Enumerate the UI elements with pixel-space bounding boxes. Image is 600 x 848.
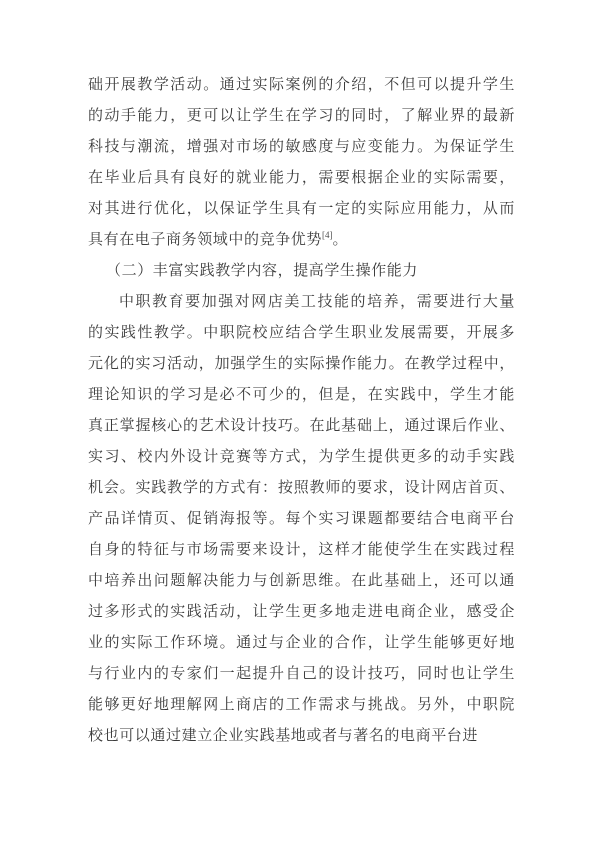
text-line: 中培养出问题解决能力与创新思维。在此基础上，还可以通 <box>88 573 515 589</box>
text-block <box>88 70 515 752</box>
citation-superscript: [4] <box>322 230 333 240</box>
text-line: 过多形式的实践活动，让学生更多地走进电商企业，感受企 <box>88 604 515 620</box>
text-line: 产品详情页、促销海报等。每个实习课题都要结合电商平台 <box>88 511 515 527</box>
text-line: 对其进行优化，以保证学生具有一定的实际应用能力，从而 <box>88 201 515 217</box>
text-line: 中职教育要加强对网店美工技能的培养，需要进行大量 <box>119 294 515 310</box>
text-line: 在毕业后具有良好的就业能力，需要根据企业的实际需要， <box>88 170 515 186</box>
text-line: 与行业内的专家们一起提升自己的设计技巧，同时也让学生 <box>88 666 515 682</box>
text-line: 础开展教学活动。通过实际案例的介绍，不但可以提升学生 <box>88 77 515 93</box>
text-line-segment: 具有在电子商务领域中的竞争优势 <box>88 232 323 248</box>
text-line: 元化的实习活动，加强学生的实际操作能力。在教学过程中， <box>88 356 515 372</box>
text-line: 能够更好地理解网上商店的工作需求与挑战。另外，中职院 <box>88 697 515 713</box>
text-line: 校也可以通过建立企业实践基地或者与著名的电商平台进 <box>88 728 479 744</box>
text-line: 的实践性教学。中职院校应结合学生职业发展需要，开展多 <box>88 325 515 341</box>
text-line-segment: 。 <box>332 232 349 248</box>
text-line: 机会。实践教学的方式有：按照教师的要求，设计网店首页、 <box>88 480 515 496</box>
text-line: 实习、校内外设计竞赛等方式，为学生提供更多的动手实践 <box>88 449 515 465</box>
text-line <box>88 225 515 256</box>
text-line: 科技与潮流，增强对市场的敏感度与应变能力。为保证学生 <box>88 139 515 155</box>
text-line: 理论知识的学习是必不可少的，但是，在实践中，学生才能 <box>88 387 515 403</box>
section-heading: （二）丰富实践教学内容，提高学生操作能力 <box>106 263 419 279</box>
text-line: 自身的特征与市场需要来设计，这样才能使学生在实践过程 <box>88 542 515 558</box>
text-line: 真正掌握核心的艺术设计技巧。在此基础上，通过课后作业、 <box>88 418 515 434</box>
text-line: 的动手能力，更可以让学生在学习的同时，了解业界的最新 <box>88 108 515 124</box>
text-line: 业的实际工作环境。通过与企业的合作，让学生能够更好地 <box>88 635 515 651</box>
